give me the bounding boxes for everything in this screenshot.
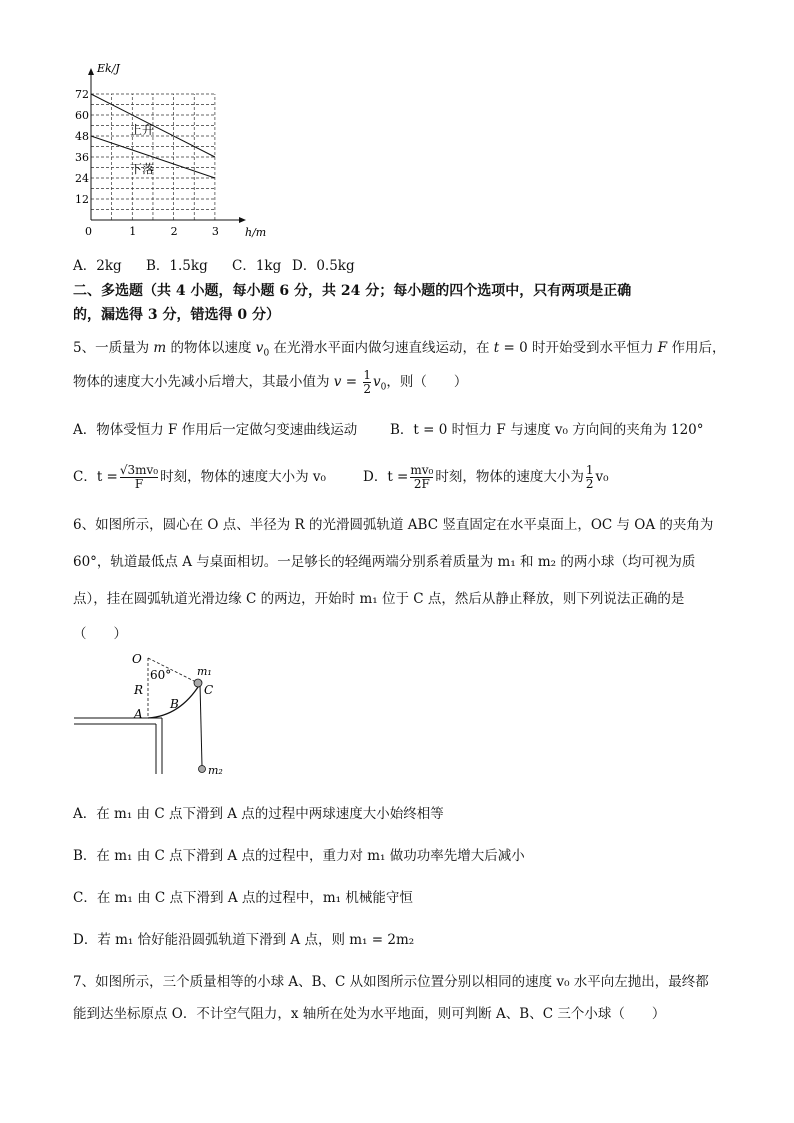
label-up: 上升 xyxy=(130,123,155,137)
q4-option-a: A．2kg xyxy=(73,258,122,274)
x-tick-label: 3 xyxy=(211,225,219,238)
q6-option-c: C．在 m₁ 由 C 点下滑到 A 点的过程中，m₁ 机械能守恒 xyxy=(73,890,413,906)
x-tick-label: 1 xyxy=(129,225,137,238)
q6-line4: （ ） xyxy=(73,626,127,642)
q6-option-b: B．在 m₁ 由 C 点下滑到 A 点的过程中，重力对 m₁ 做功功率先增大后减小 xyxy=(73,848,525,864)
q5-option-c: C．t = $\frac{\text{√3mv₀}}{F}$ 时刻，物体的速度大小为 v₀ xyxy=(73,463,326,491)
label-C: C xyxy=(204,683,214,697)
q6-option-a: A．在 m₁ 由 C 点下滑到 A 点的过程中两球速度大小始终相等 xyxy=(73,806,444,822)
label-m2: m₂ xyxy=(208,764,223,777)
y-axis-arrow xyxy=(88,68,94,75)
y-tick-label: 72 xyxy=(75,88,89,101)
label-down: 下落 xyxy=(130,162,155,176)
ball-m2 xyxy=(199,766,206,773)
label-m1: m₁ xyxy=(197,665,212,678)
circular-track-diagram xyxy=(70,648,230,778)
y-tick-label: 12 xyxy=(75,193,89,206)
y-axis-label: Ek/J xyxy=(97,62,120,75)
x-axis-arrow xyxy=(239,217,246,223)
section2-heading-line2: 的，漏选得 3 分，错选得 0 分） xyxy=(73,307,280,323)
x-tick-labels xyxy=(129,225,219,238)
q6-line2: 60°，轨道最低点 A 与桌面相切。一足够长的轻绳两端分别系着质量为 m₁ 和 m₂ 的两小球（均可视为质 xyxy=(73,554,696,570)
x-tick-label: 2 xyxy=(170,225,178,238)
energy-height-graph xyxy=(60,60,290,245)
q4-option-b: B．1.5kg xyxy=(146,258,208,274)
label-O: O xyxy=(132,652,142,666)
q5-option-d: D．t = $\frac{\text{mv₀}}{2F}$ 时刻，物体的速度大小为 $\frac{1}{2}$ v₀ xyxy=(363,463,609,491)
q5-option-b: B．t = 0 时恒力 F 与速度 v₀ 方向间的夹角为 120° xyxy=(390,422,704,438)
x-axis-label: h/m xyxy=(245,226,267,239)
q5-option-a: A．物体受恒力 F 作用后一定做匀变速曲线运动 xyxy=(73,422,358,438)
q5-line1: 5、一质量为 m 的物体以速度 $v_0$ 在光滑水平面内做匀速直线运动，在 t = 0 时开始受到水平恒力 F 作用后， xyxy=(73,340,726,359)
q7-line1: 7、如图所示，三个质量相等的小球 A、B、C 从如图所示位置分别以相同的速度 v₀ 水平向左抛出，最终都 xyxy=(73,974,709,990)
rope xyxy=(200,684,202,766)
origin-label: 0 xyxy=(85,225,92,238)
label-A: A xyxy=(134,707,143,721)
label-angle: 60° xyxy=(150,668,172,682)
y-tick-label: 48 xyxy=(75,130,89,143)
section2-heading-line1: 二、多选题（共 4 小题，每小题 6 分，共 24 分；每小题的四个选项中，只有两项是正确 xyxy=(73,283,632,299)
q7-line2: 能到达坐标原点 O．不计空气阻力，x 轴所在处为水平地面，则可判断 A、B、C 三个小球（ ） xyxy=(73,1006,666,1022)
y-tick-label: 24 xyxy=(75,172,89,185)
q6-line3: 点），挂在圆弧轨道光滑边缘 C 的两边，开始时 m₁ 位于 C 点，然后从静止释放，则下列说法正确的是 xyxy=(73,591,685,607)
q5-line2: 物体的速度大小先减小后增大，其最小值为 v = $\frac{1}{2}$ $v_0$，则（ ） xyxy=(73,368,468,396)
q6-line1: 6、如图所示，圆心在 O 点、半径为 R 的光滑圆弧轨道 ABC 竖直固定在水平桌面上，OC 与 OA 的夹角为 xyxy=(73,517,714,533)
label-B: B xyxy=(170,697,179,711)
q4-option-c: C．1kg xyxy=(232,258,282,274)
y-tick-label: 36 xyxy=(75,151,89,164)
y-tick-labels xyxy=(75,88,89,206)
q4-option-d: D．0.5kg xyxy=(292,258,355,274)
ball-m1 xyxy=(194,679,202,687)
q6-option-d: D．若 m₁ 恰好能沿圆弧轨道下滑到 A 点，则 m₁ = 2m₂ xyxy=(73,932,415,948)
label-R: R xyxy=(134,683,144,697)
y-tick-label: 60 xyxy=(75,109,89,122)
